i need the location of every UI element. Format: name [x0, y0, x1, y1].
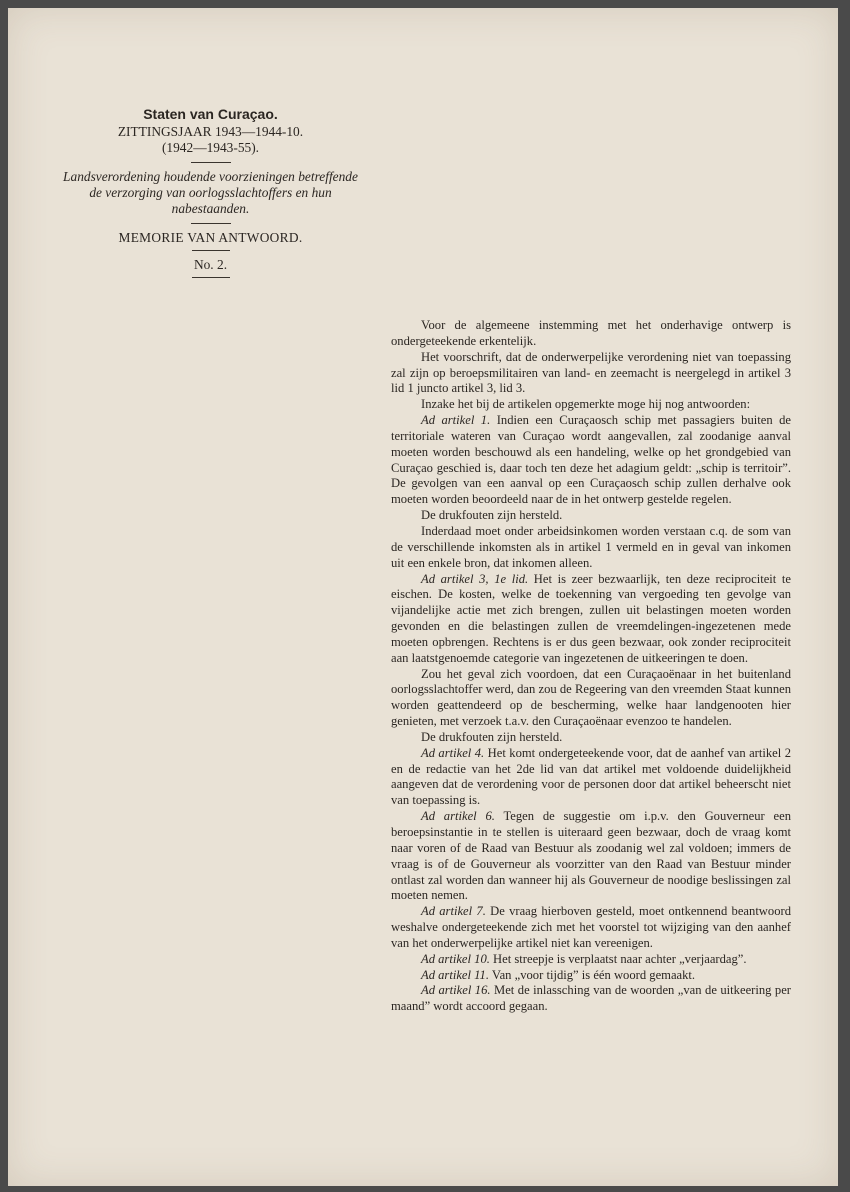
document-body [391, 318, 791, 1015]
article-reference: Ad artikel 11. [421, 967, 489, 982]
ordinance-title: Landsverordening houdende voorzieningen betreffende de verzorging van oorlogsslachtoffers en hun nabestaanden. [63, 169, 358, 216]
paragraph: Ad artikel 1. Indien een Curaçaosch schip met passagiers buiten de territoriale wateren van Curaçao wordt aangevallen, zal zoodanige aanval moeten worden beschouwd als een handeling, welke op het grondgebied van Curaçao geschied is, daar toch ten deze het adagium geldt: „schip is territoir”. De gevolgen van een aanval op een Curaçaosch schip zullen derhalve ook moeten worden beoordeeld naar de in het ontwerp gestelde regelen. [391, 413, 791, 507]
paragraph: Inderdaad moet onder arbeidsinkomen worden verstaan c.q. de som van de verschillende inkomsten als in artikel 1 vermeld en in geval van inkomen uit een enkele bron, dat inkomen alleen. [391, 523, 791, 570]
divider [192, 250, 230, 251]
paragraph: Voor de algemeene instemming met het onderhavige ontwerp is ondergeteekende erkentelijk. [391, 318, 791, 348]
organization-name: Staten van Curaçao. [143, 106, 278, 122]
paragraph: Het voorschrift, dat de onderwerpelijke verordening niet van toepassing zal zijn op beroepsmilitairen van land- en zeemacht is neergelegd in artikel 3 lid 1 juncto artikel 3, lid 3. [391, 349, 791, 396]
paragraph: De drukfouten zijn hersteld. [421, 508, 563, 523]
paragraph: Ad artikel 16. Met de inlassching van de woorden „van de uitkeering per maand” wordt accoord gegaan. [391, 983, 791, 1014]
paragraph: Inzake het bij de artikelen opgemerkte moge hij nog antwoorden: [421, 397, 751, 412]
paragraph: De drukfouten zijn hersteld. [421, 729, 563, 744]
article-reference: Ad artikel 4. [421, 745, 485, 760]
paragraph: Zou het geval zich voordoen, dat een Curaçaoënaar in het buitenland oorlogsslachtoffer werd, dan zou de Regeering van den vreemden Staat kunnen worden geattendeerd op de bescherming, welke haar landgenooten hier genieten, met verzoek t.a.v. den Curaçaoënaar evenzoo te handelen. [391, 666, 791, 729]
paragraph: Ad artikel 4. Het komt ondergeteekende voor, dat de aanhef van artikel 2 en de redactie van het 2de lid van dat artikel met voldoende duidelijkheid aangeven dat de verordening voor de personen door dat artikel beheerscht niet van toepassing is. [391, 745, 792, 808]
article-reference: Ad artikel 10. [421, 951, 490, 966]
paragraph: Ad artikel 6. Tegen de suggestie om i.p.v. den Gouverneur een beroepsinstantie in te stellen is uiteraard geen bezwaar, doch de vraag komt naar voren of de Raad van Bestuur als zoodanig wel zal voldoen; immers de vraag is of de Gouverneur als voorzitter van den Raad van Bestuur minder ontlast zal worden dan wanneer hij als Gouverneur de noodige beslissingen zal moeten nemen. [391, 809, 792, 903]
memo-heading: MEMORIE VAN ANTWOORD. [118, 230, 303, 245]
article-reference: Ad artikel 6. [421, 809, 495, 824]
document-page [8, 8, 838, 1186]
document-number: No. 2. [193, 257, 228, 272]
article-reference: Ad artikel 1. [421, 413, 491, 428]
divider [192, 277, 230, 278]
article-reference: Ad artikel 7. [421, 904, 486, 919]
session-year: ZITTINGSJAAR 1943—1944-10. [117, 124, 304, 139]
paragraph: Ad artikel 7. De vraag hierboven gesteld, moet ontkennend beantwoord weshalve ondergeteekende zich met het voorstel tot wijziging van den aanhef van het onderwerpelijke artikel niet kan vereenigen. [391, 904, 791, 950]
reference-number: (1942—1943-55). [161, 140, 260, 155]
article-reference: Ad artikel 16. [421, 983, 491, 998]
divider [191, 223, 231, 224]
article-reference: Ad artikel 3, 1e lid. [421, 571, 529, 586]
paragraph: Ad artikel 10. Het streepje is verplaatst naar achter „verjaardag”. [421, 951, 747, 966]
paragraph: Ad artikel 3, 1e lid. Het is zeer bezwaarlijk, ten deze reciprociteit te eischen. De kosten, welke de toekenning van vergoeding ten gevolge van vijandelijke actie met zich brengen, zullen uit belastingen moeten worden gevonden en die belastingen zullen de vreemdelingen-ingezetenen mede moeten opbrengen. Rechtens is er dus geen bezwaar, ook zonder reciprociteit aan laatstgenoemde categorie van ingezetenen de uitkeeringen te doen. [391, 571, 791, 665]
paragraph: Ad artikel 11. Van „voor tijdig” is één woord gemaakt. [421, 967, 696, 982]
document-header [63, 106, 358, 282]
divider [191, 162, 231, 163]
